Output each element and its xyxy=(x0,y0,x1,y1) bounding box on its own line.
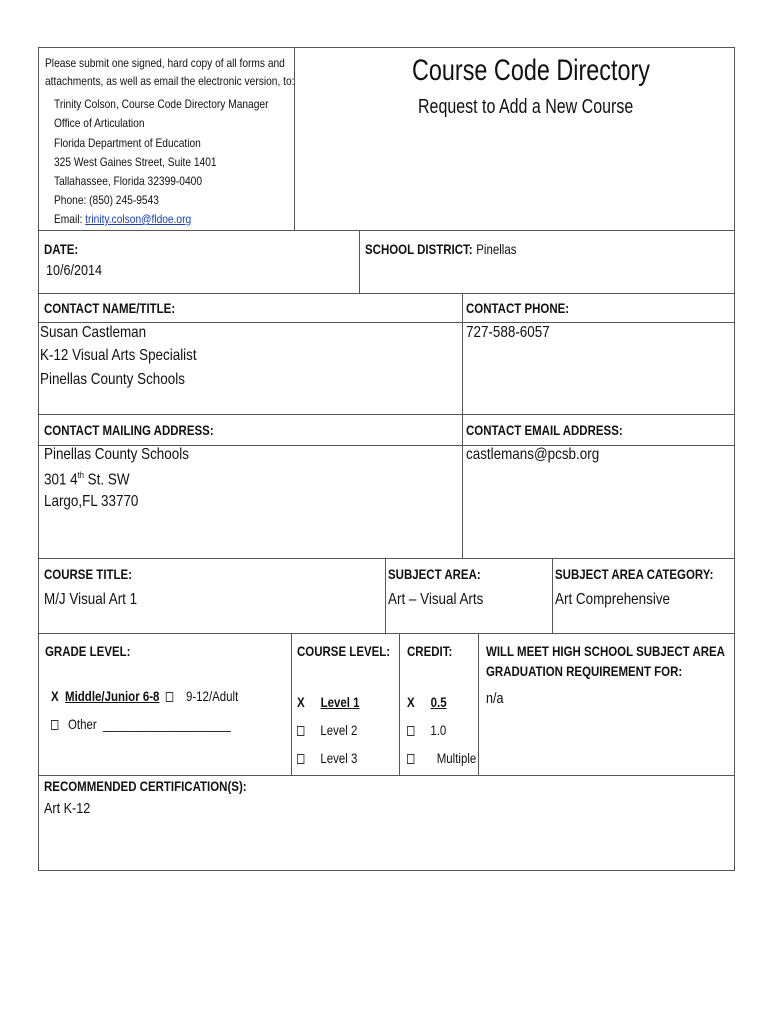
school-district xyxy=(365,241,516,259)
course-level-3-label: Level 3 xyxy=(320,750,358,766)
subject-area-label: SUBJECT AREA: xyxy=(388,566,481,582)
grade-option-other[interactable] xyxy=(51,716,231,732)
other-blank-line[interactable]: ____________________ xyxy=(103,716,231,732)
credit-option-one[interactable] xyxy=(407,722,446,738)
mailing-address-label: CONTACT MAILING ADDRESS: xyxy=(44,422,214,438)
contact-name-label: CONTACT NAME/TITLE: xyxy=(44,300,176,316)
grade-level-label: GRADE LEVEL: xyxy=(45,643,131,659)
divider xyxy=(39,633,734,634)
course-request-form xyxy=(38,47,735,871)
divider xyxy=(291,633,292,775)
checkbox-icon[interactable] xyxy=(297,754,304,764)
address-line: 325 West Gaines Street, Suite 1401 xyxy=(54,155,217,169)
credit-option-multiple[interactable] xyxy=(407,750,476,766)
subject-area-category-value: Art Comprehensive xyxy=(555,591,671,608)
graduation-label: GRADUATION REQUIREMENT FOR: xyxy=(486,663,683,679)
page-title: Course Code Directory xyxy=(412,54,650,87)
checkbox-icon[interactable] xyxy=(51,720,58,730)
graduation-label: WILL MEET HIGH SCHOOL SUBJECT AREA xyxy=(486,643,725,659)
contact-name-line: Pinellas County Schools xyxy=(40,371,185,388)
grade-option-high-label: 9-12/Adult xyxy=(185,688,239,704)
divider xyxy=(399,633,400,775)
course-level-2-label: Level 2 xyxy=(320,722,358,738)
date-value: 10/6/2014 xyxy=(46,262,103,279)
email-label: Email: xyxy=(54,212,83,226)
ordinal-suffix: th xyxy=(77,470,84,480)
divider xyxy=(39,293,734,294)
credit-half-label: 0.5 xyxy=(430,694,447,710)
subject-area-value: Art – Visual Arts xyxy=(388,591,484,608)
divider xyxy=(39,322,734,323)
graduation-value: n/a xyxy=(486,690,504,707)
course-level-option-1[interactable] xyxy=(297,694,360,710)
course-level-option-3[interactable] xyxy=(297,750,357,766)
check-mark: X xyxy=(407,694,415,710)
mailing-address-line: Largo,FL 33770 xyxy=(44,493,139,510)
email-line xyxy=(54,212,191,226)
instructions-line: attachments, as well as email the electronic version, to: xyxy=(45,74,295,88)
credit-one-label: 1.0 xyxy=(430,722,447,738)
school-district-label: SCHOOL DISTRICT: xyxy=(365,241,473,257)
course-title-label: COURSE TITLE: xyxy=(44,566,133,582)
divider xyxy=(39,230,734,231)
email-link[interactable]: trinity.colson@fldoe.org xyxy=(85,212,192,226)
mailing-address-line xyxy=(44,470,130,489)
page-subtitle: Request to Add a New Course xyxy=(418,96,634,118)
certification-value: Art K-12 xyxy=(44,800,91,817)
course-level-1-label: Level 1 xyxy=(320,694,360,710)
date-label: DATE: xyxy=(44,241,79,257)
check-mark: X xyxy=(297,694,305,710)
checkbox-icon[interactable] xyxy=(407,754,414,764)
contact-name-line: Susan Castleman xyxy=(40,324,147,341)
grade-option-other-label: Other xyxy=(67,716,97,732)
divider xyxy=(39,775,734,776)
check-mark: X xyxy=(51,688,59,704)
contact-name-line: K-12 Visual Arts Specialist xyxy=(40,347,197,364)
address-line: Florida Department of Education xyxy=(54,136,201,150)
street-number: 301 4 xyxy=(44,471,78,489)
contact-email-value: castlemans@pcsb.org xyxy=(466,446,600,463)
course-level-label: COURSE LEVEL: xyxy=(297,643,391,659)
school-district-value: Pinellas xyxy=(476,241,517,257)
divider xyxy=(39,558,734,559)
divider xyxy=(478,633,479,775)
subject-area-category-label: SUBJECT AREA CATEGORY: xyxy=(555,566,714,582)
address-line: Tallahassee, Florida 32399-0400 xyxy=(54,174,203,188)
address-line: Trinity Colson, Course Code Directory Manager xyxy=(54,97,269,111)
mailing-address-line: Pinellas County Schools xyxy=(44,446,189,463)
checkbox-icon[interactable] xyxy=(166,692,173,702)
credit-multiple-label: Multiple xyxy=(436,750,477,766)
contact-phone-value: 727-588-6057 xyxy=(466,324,550,341)
certification-label: RECOMMENDED CERTIFICATION(S): xyxy=(44,778,247,794)
divider xyxy=(359,230,360,293)
divider xyxy=(462,293,463,558)
credit-option-half[interactable] xyxy=(407,694,447,710)
course-title-value: M/J Visual Art 1 xyxy=(44,591,138,608)
checkbox-icon[interactable] xyxy=(407,726,414,736)
street-name: St. SW xyxy=(83,471,130,489)
contact-email-label: CONTACT EMAIL ADDRESS: xyxy=(466,422,623,438)
course-level-option-2[interactable] xyxy=(297,722,357,738)
address-line: Phone: (850) 245-9543 xyxy=(54,193,159,207)
instructions-line: Please submit one signed, hard copy of all forms and xyxy=(45,56,285,70)
divider xyxy=(39,414,734,415)
credit-label: CREDIT: xyxy=(407,643,453,659)
checkbox-icon[interactable] xyxy=(297,726,304,736)
grade-option-middle-label: Middle/Junior 6-8 xyxy=(65,688,160,704)
divider xyxy=(552,558,553,633)
contact-phone-label: CONTACT PHONE: xyxy=(466,300,570,316)
divider xyxy=(385,558,386,633)
address-line: Office of Articulation xyxy=(54,116,145,130)
grade-option-middle[interactable] xyxy=(51,688,238,704)
